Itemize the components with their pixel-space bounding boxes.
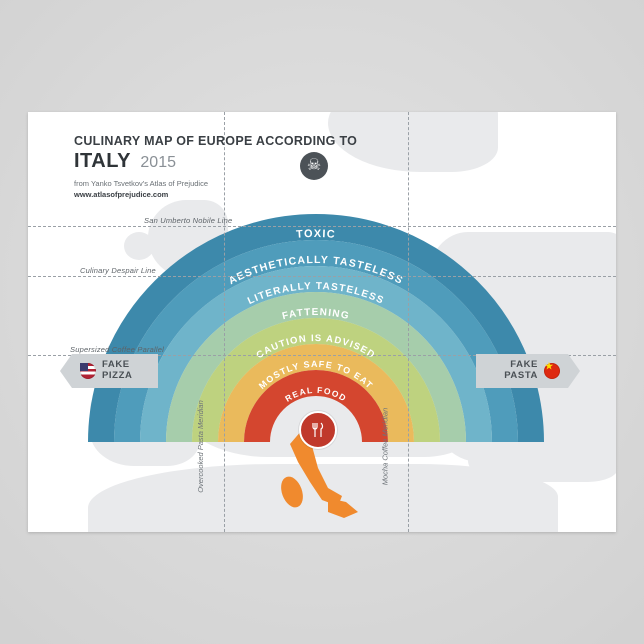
grid-line-san-umberto-nobile (28, 226, 616, 227)
us-flag-icon (80, 363, 96, 379)
credit-website: www.atlasofprejudice.com (74, 190, 169, 200)
fork-and-knife-seal-icon (299, 411, 337, 449)
poster-sheet (28, 112, 616, 532)
arc-label-literally-tasteless: LITERALLY TASTELESS (246, 280, 386, 307)
year-label: 2015 (140, 154, 176, 171)
meridian-label-overcooked-pasta: Overcooked Pasta Meridian (195, 400, 205, 493)
arc-label-aesthetically-tasteless: AESTHETICALLY TASTELESS (226, 253, 406, 288)
plaque-line1: FAKE (102, 359, 130, 371)
plaque-line2: PASTA (504, 370, 538, 381)
grid-line-culinary-despair (28, 276, 616, 277)
arc-label-real-food: REAL FOOD (283, 384, 349, 404)
grid-meridian-right (408, 112, 409, 532)
page-title: CULINARY MAP OF EUROPE ACCORDING TO (74, 134, 358, 148)
meridian-label-mocha-coffee: Mocha Coffee Meridian (380, 407, 390, 486)
credit-block (74, 178, 357, 201)
fork-and-knife-glyph (309, 421, 327, 439)
plaque-line1: FAKE (510, 359, 538, 371)
grid-label-san-umberto-nobile: San Umberto Nobile Line (144, 216, 233, 225)
arc-label-fattening: FATTENING (281, 307, 351, 323)
arc-label-mostly-safe-to-eat: MOSTLY SAFE TO EAT (256, 358, 376, 391)
grid-label-culinary-despair: Culinary Despair Line (80, 266, 156, 275)
arrow-left-icon (60, 354, 72, 388)
plaque-fake-pizza-label (96, 360, 138, 382)
arc-label-toxic: TOXIC (295, 227, 337, 241)
plaque-fake-pasta-label (498, 360, 544, 382)
plaque-fake-pasta (476, 354, 568, 388)
credit-author: from Yanko Tsvetkov's Atlas of Prejudice (74, 179, 208, 188)
grid-label-supersized-coffee: Supersized Coffee Parallel (70, 345, 164, 354)
plaque-fake-pizza (72, 354, 158, 388)
plaque-line2: PIZZA (102, 370, 133, 381)
country-name: ITALY (74, 150, 131, 172)
arc-label-caution-is-advised: CAUTION IS ADVISED (254, 332, 378, 362)
arrow-right-icon (568, 354, 580, 388)
skull-and-crossbones-icon: ☠ (300, 152, 328, 180)
cn-flag-icon (544, 363, 560, 379)
